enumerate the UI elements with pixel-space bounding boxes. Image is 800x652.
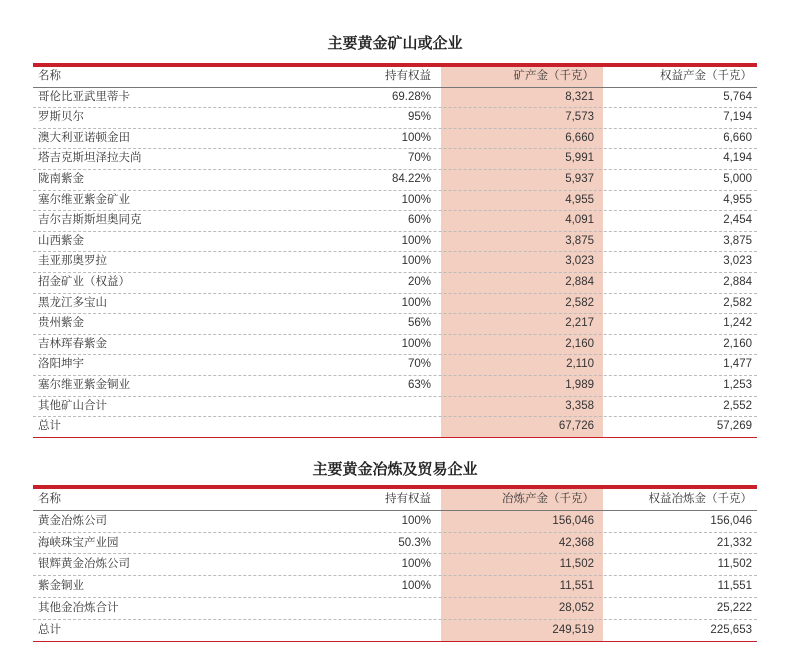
cell-equity: 50.3% xyxy=(398,536,431,549)
cell-equity: 70% xyxy=(407,152,431,165)
cell-production: 4,091 xyxy=(565,214,594,227)
table-row xyxy=(33,211,757,232)
table-row xyxy=(33,620,757,641)
header-production: 冶炼产金（千克） xyxy=(502,493,594,505)
cell-equity-production: 1,242 xyxy=(723,317,752,330)
cell-equity-production: 2,884 xyxy=(723,275,752,288)
smelters-table-title: 主要黄金冶炼及贸易企业 xyxy=(312,461,478,478)
table-row xyxy=(33,598,757,620)
cell-equity-production: 4,955 xyxy=(723,193,752,206)
cell-equity: 60% xyxy=(407,214,431,227)
cell-equity-production: 2,582 xyxy=(723,296,752,309)
cell-equity: 95% xyxy=(407,111,431,124)
table-header-row xyxy=(33,67,757,88)
mines-table-title: 主要黄金矿山或企业 xyxy=(327,35,463,52)
header-equity-production: 权益冶炼金（千克） xyxy=(648,493,752,505)
cell-production: 2,582 xyxy=(565,296,594,309)
cell-equity-production: 156,046 xyxy=(710,514,752,527)
table-row xyxy=(33,191,757,212)
cell-production: 3,358 xyxy=(565,399,594,412)
table-row xyxy=(33,88,757,109)
cell-equity-production: 21,332 xyxy=(716,536,752,549)
cell-equity-production: 1,253 xyxy=(723,378,752,391)
cell-equity-production: 57,269 xyxy=(716,420,752,433)
cell-name: 塞尔维亚紫金铜业 xyxy=(38,378,130,391)
cell-name: 吉林珲春紫金 xyxy=(38,337,107,350)
cell-production: 11,551 xyxy=(559,580,594,593)
cell-equity: 100% xyxy=(401,193,431,206)
table-row xyxy=(33,417,757,437)
cell-equity: 100% xyxy=(401,514,431,527)
cell-equity-production: 2,454 xyxy=(723,214,752,227)
cell-equity: 69.28% xyxy=(391,90,431,103)
cell-equity: 70% xyxy=(407,358,431,371)
cell-production: 2,110 xyxy=(566,358,594,371)
cell-equity: 100% xyxy=(401,296,431,309)
cell-equity: 100% xyxy=(401,337,431,350)
cell-equity xyxy=(298,397,431,417)
cell-name: 紫金铜业 xyxy=(38,580,84,593)
table-row xyxy=(33,273,757,294)
cell-equity: 84.22% xyxy=(391,172,431,185)
cell-equity-production: 7,194 xyxy=(723,111,752,124)
cell-equity: 20% xyxy=(407,275,431,288)
cell-equity-production: 3,875 xyxy=(723,234,752,247)
table-row xyxy=(33,335,757,356)
cell-name: 其他金冶炼合计 xyxy=(38,601,119,614)
table-row xyxy=(33,129,757,150)
cell-equity-production: 225,653 xyxy=(710,623,752,636)
table-row xyxy=(33,511,757,533)
mines-table xyxy=(33,63,757,438)
cell-equity-production: 3,023 xyxy=(723,255,752,268)
cell-name: 贵州紫金 xyxy=(38,317,84,330)
cell-production: 2,160 xyxy=(565,337,594,350)
cell-name: 银辉黄金冶炼公司 xyxy=(38,558,130,571)
table-row xyxy=(33,252,757,273)
cell-production: 2,884 xyxy=(565,275,594,288)
cell-production: 28,052 xyxy=(558,601,594,614)
cell-name: 海峡珠宝产业园 xyxy=(38,536,119,549)
cell-equity: 56% xyxy=(407,317,431,330)
cell-name: 总计 xyxy=(38,420,61,433)
cell-equity: 100% xyxy=(401,255,431,268)
cell-production: 11,502 xyxy=(559,558,594,571)
cell-name: 哥伦比亚武里蒂卡 xyxy=(38,90,130,103)
cell-name: 澳大利亚诺顿金田 xyxy=(38,131,130,144)
table-row xyxy=(33,149,757,170)
cell-equity xyxy=(298,417,431,437)
cell-equity: 100% xyxy=(401,558,431,571)
smelters-section xyxy=(33,459,757,642)
cell-equity-production: 11,502 xyxy=(717,558,752,571)
table-row xyxy=(33,232,757,253)
mines-section xyxy=(33,33,757,438)
header-name: 名称 xyxy=(38,493,61,505)
header-equity: 持有权益 xyxy=(385,70,431,82)
cell-equity-production: 5,000 xyxy=(723,172,752,185)
table-row xyxy=(33,576,757,598)
header-equity: 持有权益 xyxy=(385,493,431,505)
table-row xyxy=(33,294,757,315)
cell-production: 42,368 xyxy=(558,536,594,549)
cell-production: 3,023 xyxy=(565,255,594,268)
table-row xyxy=(33,554,757,576)
header-name: 名称 xyxy=(38,70,61,82)
table-row xyxy=(33,170,757,191)
cell-name: 黄金冶炼公司 xyxy=(38,514,107,527)
cell-name: 招金矿业（权益） xyxy=(38,275,130,288)
table-row xyxy=(33,376,757,397)
cell-equity: 63% xyxy=(407,378,431,391)
cell-production: 156,046 xyxy=(552,514,594,527)
cell-equity: 100% xyxy=(401,234,431,247)
cell-production: 67,726 xyxy=(558,420,594,433)
cell-production: 5,937 xyxy=(565,172,594,185)
cell-equity-production: 11,551 xyxy=(717,580,752,593)
cell-equity-production: 4,194 xyxy=(723,152,752,165)
cell-name: 总计 xyxy=(38,623,61,636)
cell-equity-production: 2,160 xyxy=(723,337,752,350)
cell-equity xyxy=(298,620,431,641)
cell-name: 圭亚那奥罗拉 xyxy=(38,255,107,268)
cell-equity: 100% xyxy=(401,131,431,144)
smelters-table xyxy=(33,485,757,642)
cell-equity-production: 25,222 xyxy=(716,601,752,614)
cell-name: 塔吉克斯坦泽拉夫尚 xyxy=(38,152,142,165)
cell-equity-production: 5,764 xyxy=(723,90,752,103)
cell-name: 黑龙江多宝山 xyxy=(38,296,107,309)
cell-production: 4,955 xyxy=(565,193,594,206)
cell-equity: 100% xyxy=(401,580,431,593)
cell-name: 塞尔维亚紫金矿业 xyxy=(38,193,130,206)
header-production: 矿产金（千克） xyxy=(513,70,594,82)
table-row xyxy=(33,108,757,129)
table-header-row xyxy=(33,489,757,511)
table-row xyxy=(33,314,757,335)
cell-name: 洛阳坤宇 xyxy=(38,358,84,371)
cell-production: 6,660 xyxy=(565,131,594,144)
cell-equity-production: 2,552 xyxy=(723,399,752,412)
cell-production: 249,519 xyxy=(552,623,594,636)
cell-name: 山西紫金 xyxy=(38,234,84,247)
table-row xyxy=(33,397,757,418)
cell-production: 7,573 xyxy=(565,111,594,124)
cell-production: 8,321 xyxy=(565,90,594,103)
cell-name: 陇南紫金 xyxy=(38,172,84,185)
cell-production: 3,875 xyxy=(565,234,594,247)
table-row xyxy=(33,533,757,555)
cell-equity xyxy=(298,598,431,619)
cell-production: 1,989 xyxy=(565,378,594,391)
cell-production: 5,991 xyxy=(565,152,594,165)
cell-name: 吉尔吉斯斯坦奥同克 xyxy=(38,214,142,227)
cell-name: 罗斯贝尔 xyxy=(38,111,84,124)
table-row xyxy=(33,355,757,376)
cell-equity-production: 1,477 xyxy=(723,358,752,371)
cell-production: 2,217 xyxy=(565,317,594,330)
cell-equity-production: 6,660 xyxy=(723,131,752,144)
header-equity-production: 权益产金（千克） xyxy=(660,70,752,82)
cell-name: 其他矿山合计 xyxy=(38,399,107,412)
